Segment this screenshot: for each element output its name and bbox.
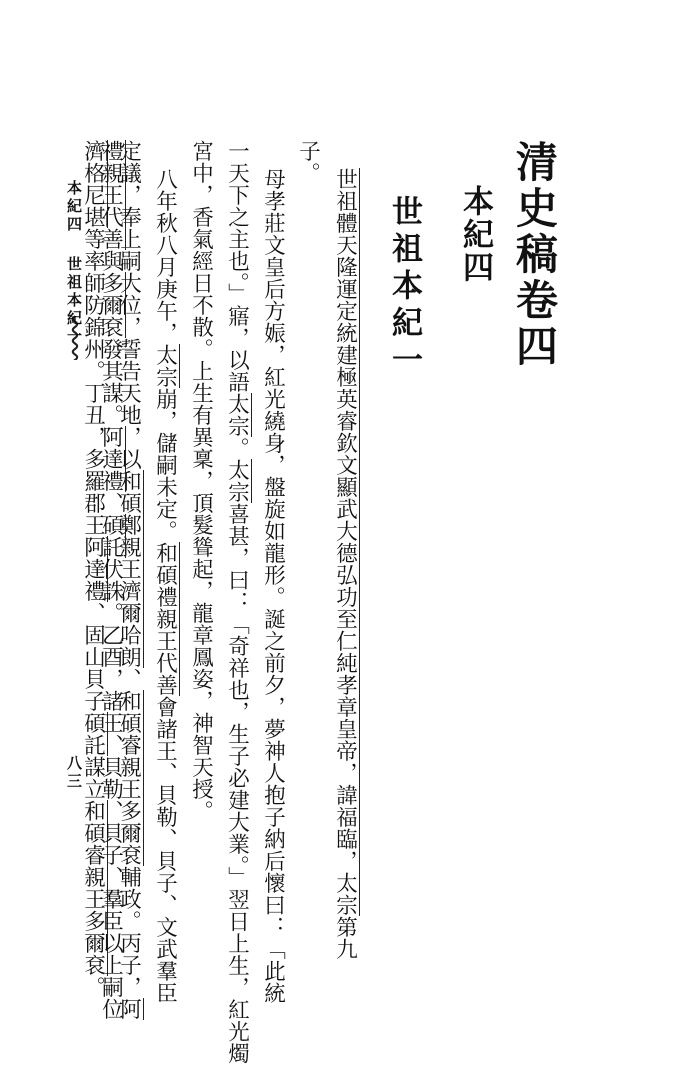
emperor-name: 太宗 [332, 872, 358, 916]
text-run: 崩，儲嗣未定。 [152, 388, 178, 542]
text-column-3 [262, 168, 284, 1004]
text-run: 母孝莊文皇后方娠，紅光繞身，盤旋如龍形。誕之前夕，夢神人抱子納后懷曰：「此統 [260, 168, 286, 1004]
text-run: 。 [224, 437, 250, 460]
text-run: 與 [98, 250, 124, 272]
person-name: 阿達禮 [80, 536, 106, 602]
person-name: 阿 [116, 998, 142, 1020]
text-run: 宮中，香氣經日不散。上生有異稟，頂髮聳起，龍章鳳姿，神智天授。 [188, 140, 214, 822]
running-head [66, 180, 81, 346]
emperor-name: 太宗 [152, 344, 178, 388]
text-run: 。 [80, 976, 106, 998]
person-name: 碩託 [98, 514, 124, 558]
text-run: 、固山貝子 [80, 602, 106, 712]
text-column-5-content [190, 140, 212, 822]
text-run: 第九 [332, 916, 358, 960]
person-name: 和碩睿親王多爾袞 [80, 800, 106, 976]
text-run: 、 [98, 492, 124, 514]
person-name: 和碩睿親王多爾袞 [116, 690, 142, 866]
text-run: 八年秋八月庚午， [152, 168, 178, 344]
text-run: 伏誅。乙酉，諸王、貝勒、貝子、羣臣以上嗣位 [98, 558, 124, 1020]
text-run: 、 [116, 668, 142, 690]
text-column-4-content [226, 140, 248, 1065]
emperor-name: 太宗 [224, 459, 250, 504]
person-name: 禮親王代善 [98, 140, 124, 250]
main-title: 清史稿卷四 [510, 140, 559, 370]
text-run: 輔政。丙子， [116, 866, 142, 998]
person-name: 濟格尼堪 [80, 140, 106, 228]
text-run: 。丁丑，多羅郡王 [80, 360, 106, 536]
text-run: 定議，奉上嗣大位，誓告天地，以 [116, 140, 142, 470]
text-run: 發其謀。 [98, 338, 124, 426]
text-column-2 [297, 140, 319, 184]
text-column-1 [334, 168, 356, 960]
person-name: 阿達禮 [98, 426, 124, 492]
person-name: 碩託 [80, 712, 106, 756]
place-name: 錦州 [80, 316, 106, 360]
text-column-6 [154, 168, 176, 1004]
text-run: 喜甚，曰：「奇祥也，生子必建大業。」翌日上生，紅光燭 [224, 503, 250, 1065]
text-run: 一天下之主也。」寤，以語 [224, 140, 250, 394]
text-column-9-content [100, 140, 122, 1020]
running-head-volume: 本紀四 [65, 180, 83, 234]
person-name: 多爾袞 [98, 272, 124, 338]
text-run: 子。 [295, 140, 321, 184]
text-run: 等率師防 [80, 228, 106, 316]
chapter-heading: 本紀四 [457, 185, 493, 284]
page-number: 八三 [65, 755, 83, 791]
person-name: 和碩禮親王代善 [152, 542, 178, 696]
text-run: 謀立 [80, 756, 106, 800]
section-heading: 世祖本紀一 [386, 195, 422, 380]
running-head-section: 世祖本紀一 [65, 256, 83, 346]
text-run: 世祖體天隆運定統建極英睿欽文顯武大德弘功至仁純孝章皇帝，諱福臨， [332, 168, 358, 872]
emperor-name: 太宗 [224, 393, 250, 438]
person-name: 和碩鄭親王濟爾哈朗 [116, 470, 142, 668]
text-run: 會諸王、貝勒、貝子、文武羣臣 [152, 696, 178, 1004]
